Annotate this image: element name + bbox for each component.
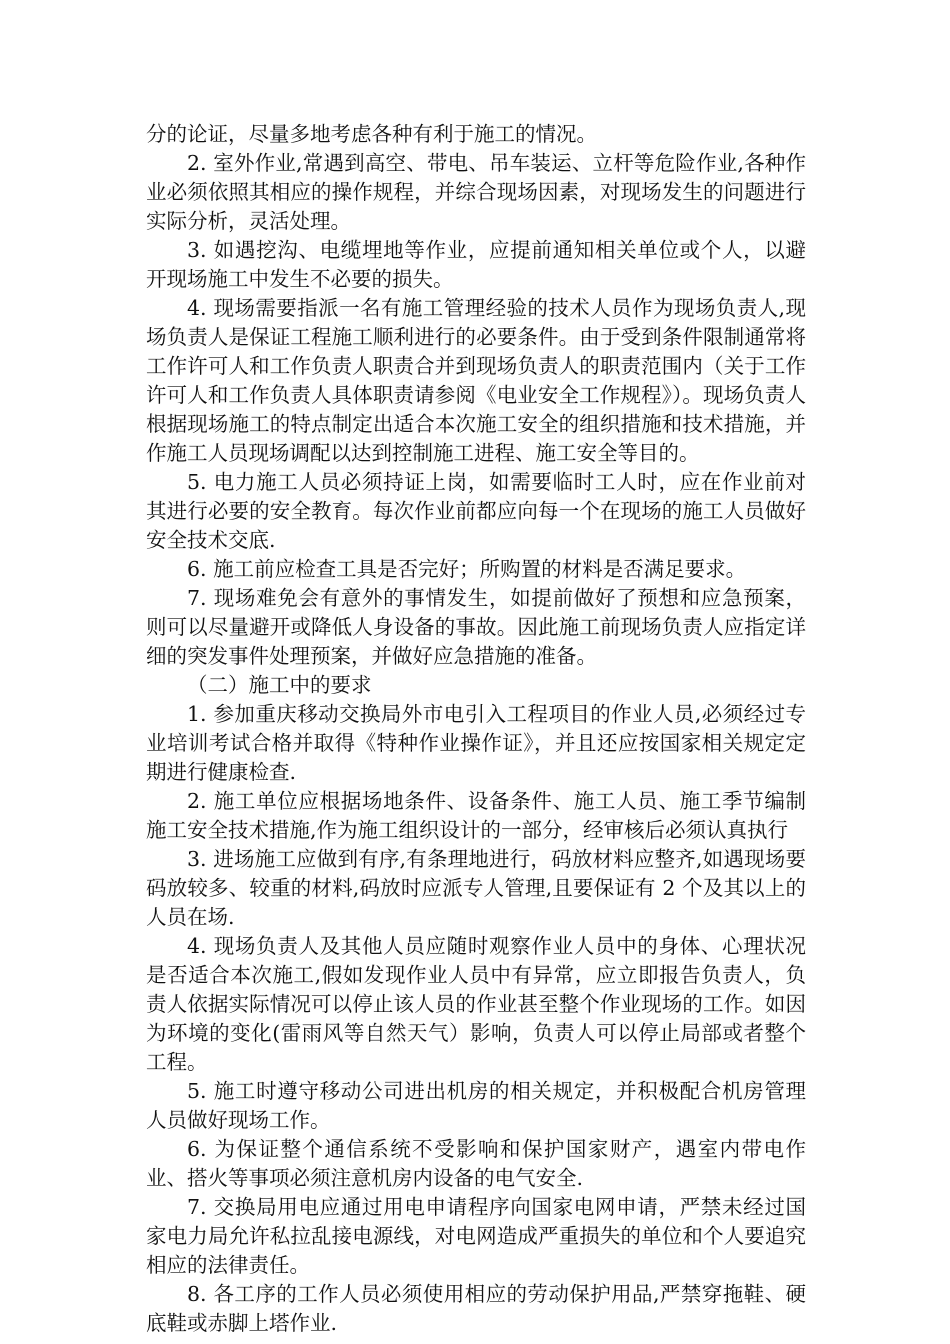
- paragraph-section2-item-1: 1. 参加重庆移动交换局外市电引入工程项目的作业人员,必须经过专业培训考试合格并取得《特种作业操作证》，并且还应按国家相关规定定期进行健康检查.: [146, 702, 806, 784]
- paragraph-section2-item-6: 6. 为保证整个通信系统不受影响和保护国家财产，遇室内带电作业、搭火等事项必须注意机房内设备的电气安全.: [146, 1137, 806, 1190]
- paragraph-item-3: 3. 如遇挖沟、电缆埋地等作业，应提前通知相关单位或个人，以避开现场施工中发生不必要的损失。: [146, 238, 806, 291]
- paragraph-item-4: 4. 现场需要指派一名有施工管理经验的技术人员作为现场负责人,现场负责人是保证工程施工顺利进行的必要条件。由于受到条件限制通常将工作许可人和工作负责人职责合并到现场负责人的职责范围内（关于工作许可人和工作负责人具体职责请参阅《电业安全工作规程》）。现场负责人根据现场施工的特点制定出适合本次施工安全的组织措施和技术措施，并作施工人员现场调配以达到控制施工进程、施工安全等目的。: [146, 296, 806, 465]
- paragraph-section2-item-3: 3. 进场施工应做到有序,有条理地进行，码放材料应整齐,如遇现场要码放较多、较重的材料,码放时应派专人管理,且要保证有 2 个及其以上的人员在场.: [146, 847, 806, 929]
- paragraph-section2-item-2: 2. 施工单位应根据场地条件、设备条件、施工人员、施工季节编制施工安全技术措施,作为施工组织设计的一部分，经审核后必须认真执行: [146, 789, 806, 842]
- paragraph-item-7: 7. 现场难免会有意外的事情发生，如提前做好了预想和应急预案，则可以尽量避开或降低人身设备的事故。因此施工前现场负责人应指定详细的突发事件处理预案，并做好应急措施的准备。: [146, 586, 806, 668]
- paragraph-continuation: 分的论证，尽量多地考虑各种有利于施工的情况。: [146, 122, 597, 146]
- paragraph-item-5: 5. 电力施工人员必须持证上岗，如需要临时工人时，应在作业前对其进行必要的安全教育。每次作业前都应向每一个在现场的施工人员做好安全技术交底.: [146, 470, 806, 552]
- paragraph-section2-item-7: 7. 交换局用电应通过用电申请程序向国家电网申请，严禁未经过国家电力局允许私拉乱接电源线，对电网造成严重损失的单位和个人要追究相应的法律责任。: [146, 1195, 806, 1277]
- paragraph-section2-item-4: 4. 现场负责人及其他人员应随时观察作业人员中的身体、心理状况是否适合本次施工,假如发现作业人员中有异常，应立即报告负责人，负责人依据实际情况可以停止该人员的作业甚至整个作业现场的工作。如因为环境的变化(雷雨风等自然天气）影响，负责人可以停止局部或者整个工程。: [146, 934, 806, 1074]
- document-body: [146, 120, 806, 1338]
- section-heading: （二）施工中的要求: [187, 673, 372, 697]
- paragraph-item-2: 2. 室外作业,常遇到高空、带电、吊车装运、立杆等危险作业,各种作业必须依照其相应的操作规程，并综合现场因素，对现场发生的问题进行实际分析，灵活处理。: [146, 151, 806, 233]
- paragraph-item-6: 6. 施工前应检查工具是否完好；所购置的材料是否满足要求。: [187, 557, 747, 581]
- paragraph-section2-item-8: 8. 各工序的工作人员必须使用相应的劳动保护用品,严禁穿拖鞋、硬底鞋或赤脚上塔作业.: [146, 1282, 806, 1335]
- paragraph-section2-item-5: 5. 施工时遵守移动公司进出机房的相关规定，并积极配合机房管理人员做好现场工作。: [146, 1079, 806, 1132]
